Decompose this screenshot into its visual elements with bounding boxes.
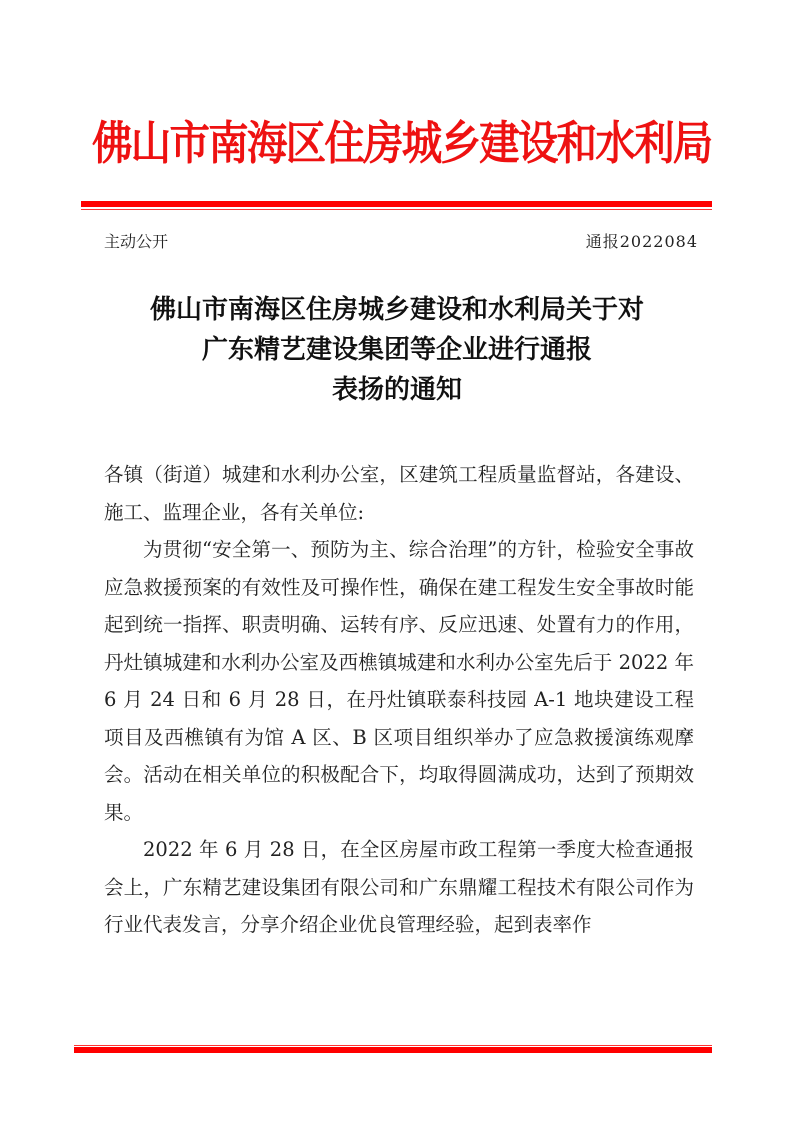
salutation: 各镇（街道）城建和水利办公室，区建筑工程质量监督站，各建设、施工、监理企业，各有关单位: [104, 463, 694, 524]
disclosure-label: 主动公开 [104, 232, 169, 251]
header-red-rule-thin [81, 209, 712, 210]
header-red-rule [81, 201, 712, 207]
document-title [80, 290, 714, 410]
title-line-1: 佛山市南海区住房城乡建设和水利局关于对 [149, 295, 644, 325]
document-number: 通报2022084 [585, 232, 698, 251]
title-line-2: 广东精艺建设集团等企业进行通报 [201, 335, 592, 365]
organization-masthead: 佛山市南海区住房城乡建设和水利局 [92, 116, 712, 170]
paragraph-1: 为贯彻“安全第一、预防为主、综合治理”的方针，检验安全事故应急救援预案的有效性及可操作性，确保在建工程发生安全事故时能起到统一指挥、职责明确、运转有序、反应迅速、处置有力的作用，丹灶镇城建和水利办公室及西樵镇城建和水利办公室先后于 2022 年 6 月 24 日和 6 月 28 日，在丹灶镇联泰科技园 A-1 地块建设工程项目及西樵镇有为馆 A 区、B 区项目组织举办了应急救援演练观摩会。活动在相关单位的积极配合下，均取得圆满成功，达到了预期效果。 [104, 538, 694, 824]
paragraph-2: 2022 年 6 月 28 日，在全区房屋市政工程第一季度大检查通报会上，广东精艺建设集团有限公司和广东鼎耀工程技术有限公司作为行业代表发言，分享介绍企业优良管理经验，起到表率作 [104, 838, 694, 936]
footer-red-rule [74, 1047, 712, 1053]
title-line-3: 表扬的通知 [331, 375, 462, 405]
document-body [104, 456, 694, 944]
footer-red-rule-thin [74, 1045, 712, 1046]
